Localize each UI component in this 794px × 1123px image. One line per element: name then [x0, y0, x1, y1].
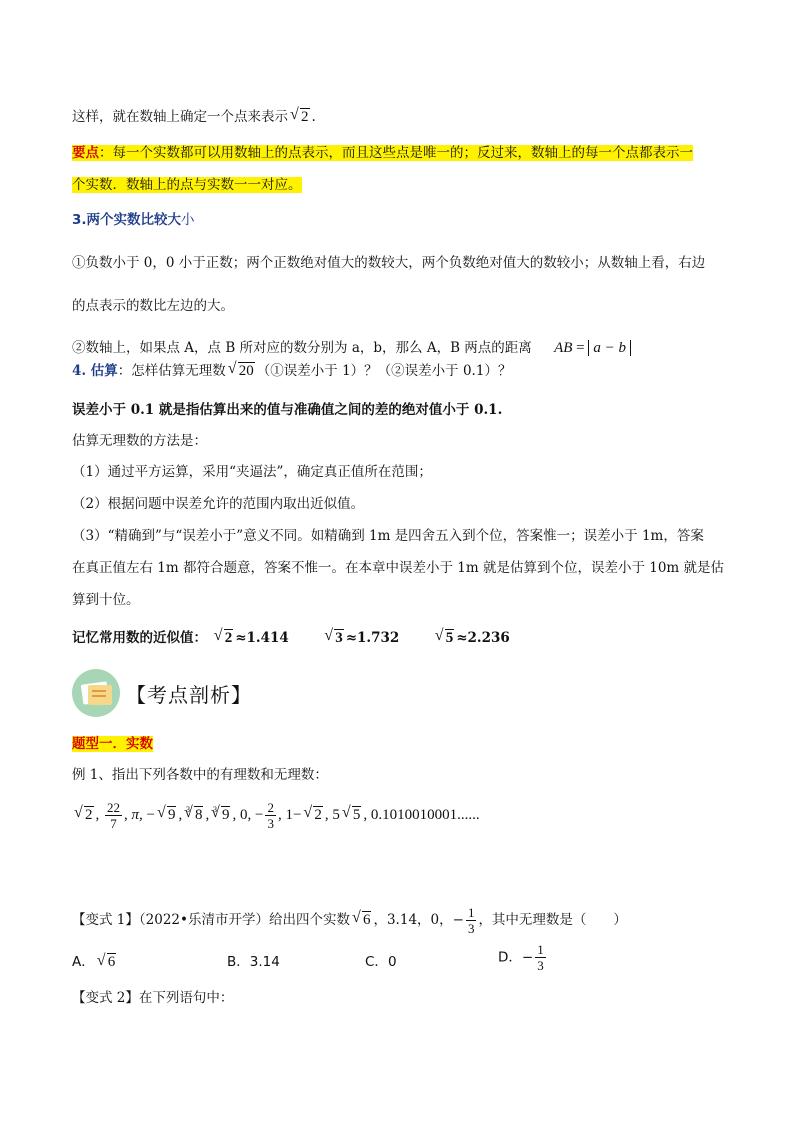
ab-label: AB	[554, 340, 573, 356]
section-header	[72, 668, 252, 718]
option-b[interactable]: B．3.14	[227, 954, 280, 970]
option-a[interactable]: A．√ 6	[72, 950, 118, 971]
num-neg-2-over-3: $\frac{2}{3}$	[267, 800, 274, 832]
num-neg-sqrt9: √ 9	[157, 805, 177, 825]
variant-1-question: 【变式 1】（2022•乐清市开学）给出四个实数√ 6 ，3.14，0，− $\frac{1}{3}$ ，其中无理数是（ ）	[72, 905, 627, 936]
document-icon	[72, 669, 120, 717]
section-title: 【考点剖析】	[126, 682, 252, 707]
option-d[interactable]: D．− $\frac{1}{3}$	[498, 942, 544, 973]
type-1-heading: 题型一．实数	[72, 736, 153, 752]
compare-line-2: 的点表示的数比左边的大。	[72, 298, 234, 314]
key-point-line-1: 要点：每一个实数都可以用数轴上的点表示，而且这些点是唯一的；反过来，数轴上的每一个点都表示一	[72, 145, 693, 161]
option-c[interactable]: C．0	[365, 954, 397, 970]
compare-line-1: ①负数小于 0，0 小于正数；两个正数绝对值大的数较大，两个负数绝对值大的数较小；从数轴上看，右边	[72, 255, 706, 271]
text: 这样，就在数轴上确定一个点来表示	[72, 109, 288, 125]
num-sqrt2: √ 2	[74, 805, 94, 825]
num-1-minus-sqrt2: √ 2	[303, 805, 323, 825]
memory-approximations: 记忆常用数的近似值： √ 2 ≈1.414 √ 3 ≈1.732 √ 5 ≈2.236	[72, 628, 510, 648]
num-5sqrt5: √ 5	[342, 805, 362, 825]
section-4-estimate: 4. 估算：怎样估算无理数√ 20 （①误差小于 1）？（②误差小于 0.1）？	[72, 361, 511, 381]
sqrt-6: √ 6	[352, 910, 372, 930]
sqrt-2-approx: √ 2	[214, 628, 234, 648]
compare-line-3: ②数轴上，如果点 A，点 B 所对应的数分别为 a，b，那么 A，B 两点的距离 AB = a − b	[72, 338, 631, 358]
section-3-heading: 3.两个实数比较大小	[72, 212, 195, 228]
sqrt-20: √ 20	[228, 361, 255, 381]
error-definition: 误差小于 0.1 就是指估算出来的值与准确值之间的差的绝对值小于 0.1.	[72, 402, 503, 418]
paragraph-sqrt2-point: 这样，就在数轴上确定一个点来表示√ 2 .	[72, 107, 316, 127]
sqrt-3-approx: √ 3	[324, 628, 344, 648]
num-zero: 0,	[239, 807, 252, 823]
num-cbrt9: √ 9	[211, 805, 231, 825]
method-3-line-2: 在真正值左右 1m 都符合题意，答案不惟一。在本章中误差小于 1m 就是估算到个位，误差小于 10m 就是估	[72, 560, 725, 576]
sqrt-5-approx: √ 5	[435, 628, 455, 648]
key-point-label: 要点	[72, 145, 99, 161]
example-1-prompt: 例 1、指出下列各数中的有理数和无理数：	[72, 767, 328, 783]
key-point-line-2: 个实数．数轴上的点与实数一一对应。	[72, 177, 302, 193]
variant-2-heading: 【变式 2】在下列语句中：	[72, 990, 234, 1006]
num-22-over-7: $\frac{22}{7}$	[107, 800, 120, 832]
num-pi: π,	[131, 807, 143, 823]
num-cbrt8: √ 8	[184, 805, 204, 825]
example-1-numbers: √ 2 , $\frac{22}{7}$ , π, −√ 9 , $^3$√ 8 , $^3$√ 9 , 0, − $\frac{2}{3}$ , 1−√ 2 , 5√ 5 , 0.1010010001......	[72, 800, 480, 831]
abs-a-minus-b: a − b	[588, 340, 631, 356]
method-2: （2）根据问题中误差允许的范围内取出近似值。	[72, 496, 365, 512]
methods-title: 估算无理数的方法是：	[72, 433, 207, 449]
sqrt-2: √ 2	[290, 107, 310, 127]
method-3-line-1: （3）“精确到”与“误差小于”意义不同。如精确到 1m 是四舍五入到个位，答案惟一；误差小于 1m，答案	[72, 528, 704, 544]
method-3-line-3: 算到十位。	[72, 592, 140, 608]
method-1: （1）通过平方运算，采用“夹逼法”，确定真正值所在范围；	[72, 464, 432, 480]
num-decimal: 0.1010010001......	[370, 807, 480, 823]
